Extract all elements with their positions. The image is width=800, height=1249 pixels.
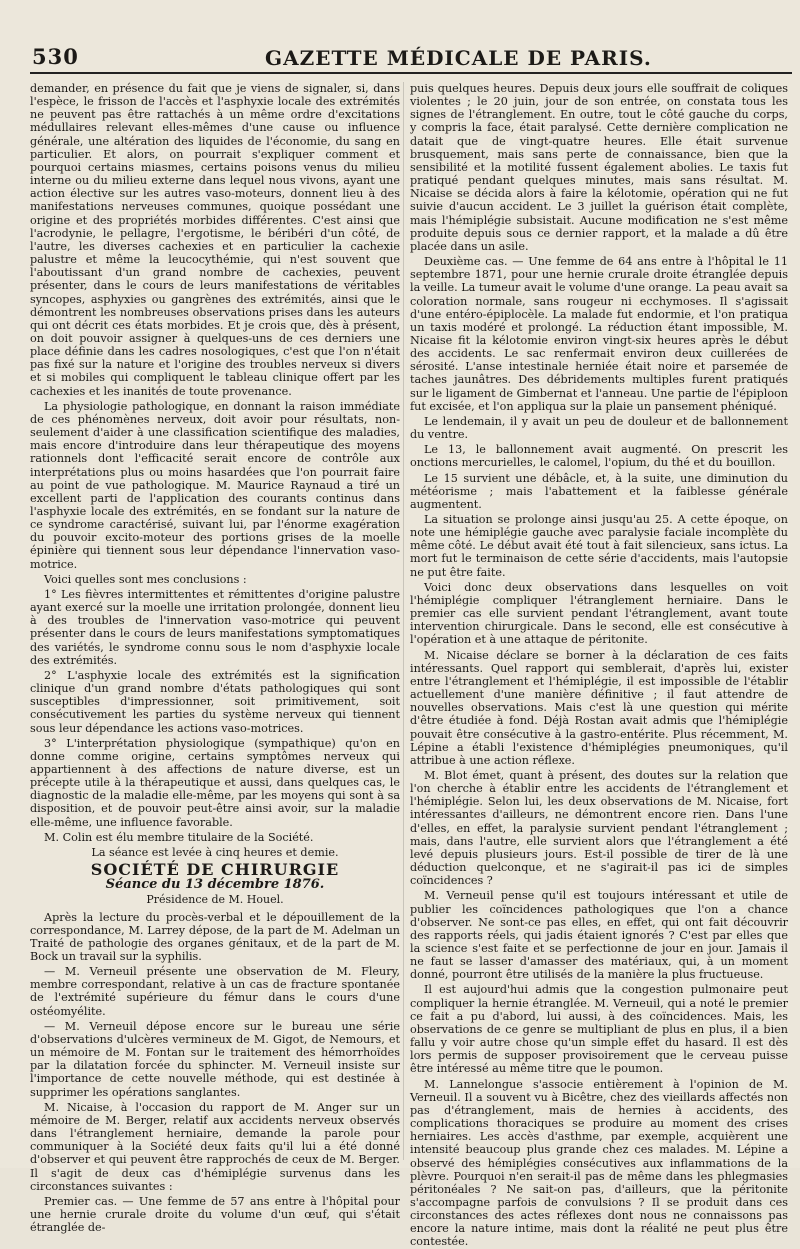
paragraph: Le 15 survient une débâcle, et, à la suite, une diminution du météorisme ; mais l'abattement et la faiblesse générale augmentent. bbox=[410, 471, 788, 511]
session-date: Séance du 13 décembre 1876. bbox=[105, 877, 325, 893]
paragraph: Après la lecture du procès-verbal et le dépouillement de la correspondance, M. Larrey dépose, de la part de M. Adelman un Traité de pathologie des organes génitaux, et de la part de M. Bock un travail sur la syphilis. bbox=[30, 910, 400, 963]
header-rule bbox=[30, 72, 792, 74]
paragraph: La séance est levée à cinq heures et demie. bbox=[91, 845, 339, 859]
column-divider bbox=[403, 82, 404, 1160]
paragraph: — M. Verneuil présente une observation de M. Fleury, membre correspondant, relative à un cas de fracture spontanée de l'extrémité supérieure du fémur dans le cours d'une ostéomyélite. bbox=[30, 965, 400, 1018]
paragraph: Voici quelles sont mes conclusions : bbox=[44, 572, 247, 586]
section-heading: SOCIÉTÉ DE CHIRURGIE bbox=[90, 860, 340, 880]
paragraph: 2° L'asphyxie locale des extrémités est la signification clinique d'un grand nombre d'états pathologiques qui sont susceptibles d'impressionner, soit primitivement, soit consécutivement les parties du système nerveux qui tiennent sous leur dépendance les actions vaso-motrices. bbox=[30, 668, 400, 735]
paragraph: M. Colin est élu membre titulaire de la Société. bbox=[44, 830, 314, 844]
paragraph: puis quelques heures. Depuis deux jours elle souffrait de coliques violentes ; le 20 juin, jour de son entrée, on constata tous les signes de l'étranglement. En outre, tout le côté gauche du corps, y compris la face, était paralysé. Cette dernière complication ne datait que de vingt-quatre heures. Elle était survenue brusquement, mais sans perte de connaissance, bien que la sensibilité et la motilité fussent également abolies. Le taxis fut pratiqué pendant quelques minutes, mais sans résultat. M. Nicaise se décida alors à faire la kélotomie, opération qui ne fut suivie d'aucun accident. Le 3 juillet la guérison était complète, mais l'hémiplégie subsistait. Aucune modification ne s'est même produite depuis sous ce dernier rapport, et la malade a dû être placée dans un asile. bbox=[410, 82, 788, 253]
paragraph: 3° L'interprétation physiologique (sympathique) qu'on en donne comme origine, certains symptômes nerveux qui appartiennent à des affections de nature diverse, est un précepte utile à la thérapeutique et aussi, dans quelques cas, le diagnostic de la maladie elle-même, par les moyens qui sont à sa disposition, et de pouvoir peut-être ainsi avoir, sur la maladie elle-même, une influence favorable. bbox=[30, 736, 400, 829]
presidency-line: Présidence de M. Houel. bbox=[146, 893, 284, 907]
paragraph: M. Nicaise, à l'occasion du rapport de M. Anger sur un mémoire de M. Berger, relatif aux accidents nerveux observés dans l'étranglement herniaire, demande la parole pour communiquer à la Société deux faits qu'il lui a été donné d'observer et qui peuvent être rapprochés de ceux de M. Berger. Il s'agit de deux cas d'hémiplégie survenus dans les circonstances suivantes : bbox=[30, 1100, 400, 1193]
journal-title: GAZETTE MÉDICALE DE PARIS. bbox=[265, 46, 652, 70]
paragraph: La situation se prolonge ainsi jusqu'au 25. A cette époque, on note une hémiplégie gauche avec paralysie faciale incomplète du même côté. Le début avait été tout à fait silencieux, sans ictus. La mort fut le terminaison de cette série d'accidents, mais l'autopsie ne put être faite. bbox=[410, 513, 788, 579]
page-number: 530 bbox=[32, 44, 79, 69]
paragraph: M. Nicaise déclare se borner à la déclaration de ces faits intéressants. Quel rapport qui semblerait, d'après lui, exister entre l'étranglement et l'hémiplégie, il est impossible de l'établir actuellement d'une manière définitive ; il faut attendre de nouvelles observations. Mais c'est là une question qui mérite d'être étudiée à fond. Déjà Rostan avait admis que l'hémiplégie pouvait être consécutive à la gastro-entérite. Plus récemment, M. Lépine a établi l'existence d'hémiplégies pneumoniques, qu'il attribue à une action réflexe. bbox=[410, 648, 788, 767]
paragraph: Voici donc deux observations dans lesquelles on voit l'hémiplégie compliquer l'étranglement herniaire. Dans le premier cas elle survient pendant l'étranglement, avant toute intervention chirurgicale. Dans le second, elle est consécutive à l'opération et à une attaque de péritonite. bbox=[410, 580, 788, 647]
paragraph: La physiologie pathologique, en donnant la raison immédiate de ces phénomènes nerveux, doit avoir pour résultats, non-seulement d'aider à une classification scientifique des maladies, mais encore d'introduire dans leur thérapeutique des moyens rationnels dont l'efficacité serait encore de contrôle aux interprétations plus ou moins hasardées que l'on pourrait faire au point de vue pathologique. M. Maurice Raynaud a tiré un excellent parti de l'application des courants continus dans l'asphyxie locale des extrémités, en se fondant sur la nature de ce syndrome caractérisé, suivant lui, par l'énorme exagération du pouvoir excito-moteur des portions grises de la moelle épinière qui tiennent sous leur dépendance l'innervation vaso-motrice. bbox=[30, 399, 400, 571]
paragraph: — M. Verneuil dépose encore sur le bureau une série d'observations d'ulcères vermineux de M. Gigot, de Nemours, et un mémoire de M. Fontan sur le traitement des hémorrhoïdes par la dilatation forcée du sphincter. M. Verneuil insiste sur l'importance de cette nouvelle méthode, qui est destinée à supprimer les opérations sanglantes. bbox=[30, 1019, 400, 1099]
paragraph: Premier cas. — Une femme de 57 ans entre à l'hôpital pour une hernie crurale droite du volume d'un œuf, qui s'était étranglée de- bbox=[30, 1194, 400, 1235]
paragraph: Il est aujourd'hui admis que la congestion pulmonaire peut compliquer la hernie étranglée. M. Verneuil, qui a noté le premier ce fait a pu d'abord, lui aussi, à des coïncidences. Mais, les observations de ce genre se multipliant de plus en plus, il a bien fallu y voir autre chose qu'un simple effet du hasard. Il est dès lors permis de supposer provisoirement que le cerveau puisse être intéressé au même titre que le poumon. bbox=[410, 983, 788, 1076]
paragraph: Le 13, le ballonnement avait augmenté. On prescrit les onctions mercurielles, le calomel, l'opium, du thé et du bouillon. bbox=[410, 443, 788, 470]
paragraph: Deuxième cas. — Une femme de 64 ans entre à l'hôpital le 11 septembre 1871, pour une hernie crurale droite étranglée depuis la veille. La tumeur avait le volume d'une orange. La peau avait sa coloration normale, sans rougeur ni ecchymoses. Il s'agissait d'une entéro-épiplocèle. La malade fut endormie, et l'on pratiqua un taxis modéré et prolongé. La réduction étant impossible, M. Nicaise fit la kélotomie environ vingt-six heures après le début des accidents. Le sac renfermait environ deux cuillerées de sérosité. L'anse intestinale herniée était noire et parsemée de taches jaunâtres. Des débridements multiples furent pratiqués sur le ligament de Gimbernat et l'anneau. Une partie de l'épiploon fut excisée, et l'on appliqua sur la plaie un pansement phéniqué. bbox=[410, 255, 788, 413]
paragraph: M. Verneuil pense qu'il est toujours intéressant et utile de publier les coïncidences pathologiques que l'on a chance d'observer. Ne sont-ce pas elles, en effet, qui ont fait découvrir des rapports réels, qui jadis étaient ignorés ? C'est par elles que la science s'est faite et se perfectionne de jour en jour. Jamais il ne faut se lasser d'amasser des matériaux, qui, à un moment donné, pourront être utilisés de la manière la plus fructueuse. bbox=[410, 889, 788, 982]
paragraph: demander, en présence du fait que je viens de signaler, si, dans l'espèce, le frisson de l'accès et l'asphyxie locale des extrémités ne peuvent pas être rattachés à un même ordre d'excitations médullaires relevant elles-mêmes d'une cause ou influence générale, une altération des liquides de l'économie, du sang en particulier. Et alors, on pourrait s'expliquer comment et pourquoi certains miasmes, certains poisons venus du milieu interne ou du milieu externe dans lequel nous vivons, ayant une action élective sur les autres vaso-moteurs, donnent lieu à des manifestations nerveuses communes, quoique possédant une origine et des propriétés morbides différentes. C'est ainsi que l'acrodynie, le pellagre, l'ergotisme, le béribéri d'un côté, de l'autre, les diverses cachexies et en particulier la cachexie palustre et même la leucocythémie, qui n'est souvent que l'aboutissant d'un grand nombre de cachexies, peuvent présenter, dans le cours de leurs manifestations de véritables syncopes, asphyxies ou gangrènes des extrémités, ainsi que le démontrent les nombreuses observations prises dans les auteurs qui ont décrit ces états morbides. Et je crois que, dès à présent, on doit pouvoir assigner à quelques-uns de ces derniers une place définie dans les cadres nosologiques, c'est que l'on n'était pas fixé sur la nature et l'origine des troubles nerveux si divers et si mobiles qui compliquent le tableau clinique offert par les cachexies et les inanités de toute provenance. bbox=[30, 82, 400, 398]
paragraph: M. Lannelongue s'associe entièrement à l'opinion de M. Verneuil. Il a souvent vu à Bicêtre, chez des vieillards affectés non pas d'étranglement, mais de hernies à accidents, des complications thoraciques se produire au moment des crises herniaires. Les accès d'asthme, par exemple, acquièrent une intensité beaucoup plus grande chez ces malades. M. Lépine a observé des hémiplégies consécutives aux inflammations de la plèvre. Pourquoi n'en serait-il pas de même dans les phlegmasies péritonéales ? Ne sait-on pas, d'ailleurs, que la péritonite s'accompagne parfois de convulsions ? Il se produit dans ces circonstances des actes réflexes dont nous ne connaissons pas encore la nature intime, mais dont la réalité ne peut plus être contestée. bbox=[410, 1077, 788, 1249]
paragraph: M. Blot émet, quant à présent, des doutes sur la relation que l'on cherche à établir entre les accidents de l'étranglement et l'hémiplégie. Selon lui, les deux observations de M. Nicaise, fort intéressantes d'ailleurs, ne démontrent encore rien. Dans l'une d'elles, en effet, la paralysie survient pendant l'étranglement ; mais, dans l'autre, elle survient alors que l'étranglement a été levé depuis plusieurs jours. Est-il possible de tirer de là une déduction quelconque, et ne s'agirait-il pas ici de simples coïncidences ? bbox=[410, 768, 788, 888]
paragraph: 1° Les fièvres intermittentes et rémittentes d'origine palustre ayant exercé sur la moelle une irritation prolongée, donnent lieu à des troubles de l'innervation vaso-motrice qui peuvent présenter dans le cours de leurs manifestations symptomatiques des variétés, le syndrome connu sous le nom d'asphyxie locale des extrémités. bbox=[30, 587, 400, 667]
page-header bbox=[0, 0, 800, 72]
right-column bbox=[410, 82, 788, 1249]
paragraph: Le lendemain, il y avait un peu de douleur et de ballonnement du ventre. bbox=[410, 414, 788, 442]
left-column bbox=[30, 82, 400, 1235]
